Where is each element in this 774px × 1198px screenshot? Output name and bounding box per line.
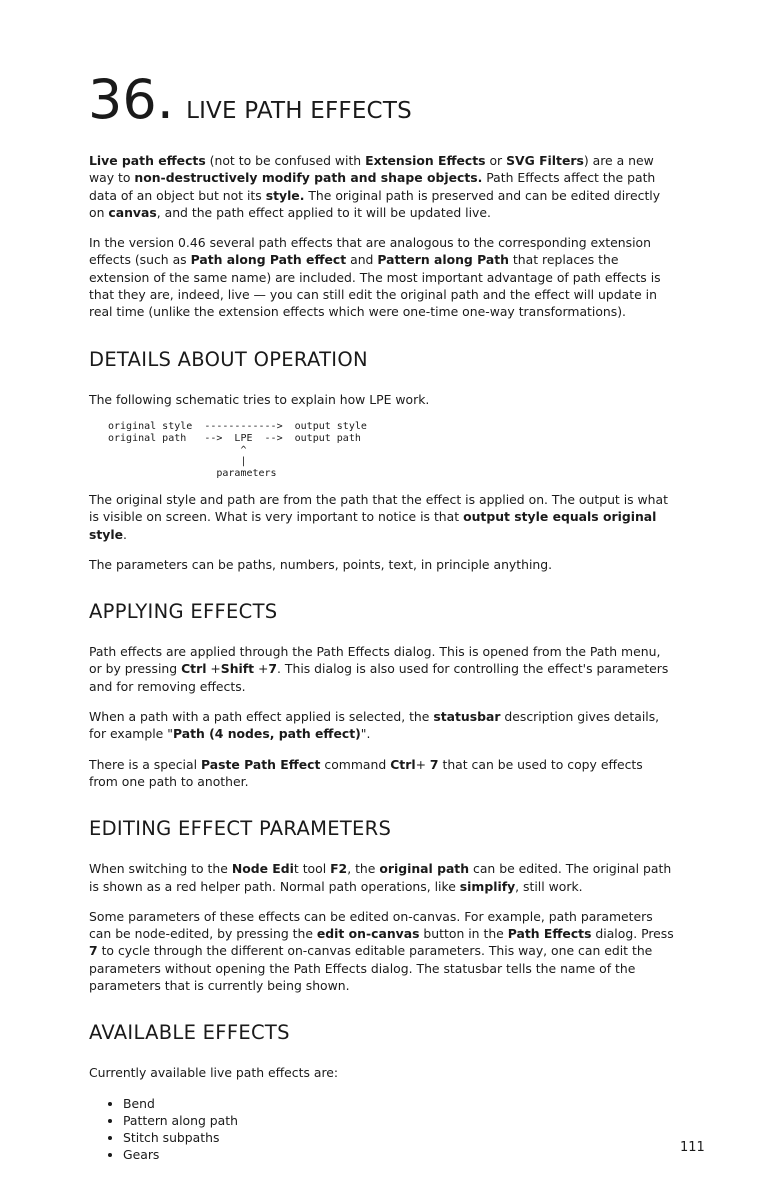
bold-term: Ctrl: [390, 756, 416, 772]
intro-paragraph-2: In the version 0.46 several path effects that are analogous to the corresponding extension effects (such as Path along Path effect and Pattern along Path that replaces the extension of the same name) are included. The most important advantage of path effects is that they are, indeed, live — you can still edit the original path and the effect will update in real time (unlike the extension effects which were one-time one-way transformations).: [89, 235, 661, 320]
bold-term: Path Effects: [507, 926, 592, 942]
bold-term: non-destructively modify path and shape objects.: [134, 170, 483, 186]
bold-term: Path (4 nodes, path effect): [172, 726, 361, 742]
heading-details-about-operation: DETAILS ABOUT OPERATION: [89, 347, 368, 371]
bold-term: canvas: [108, 204, 157, 220]
bold-term: Live path effects: [89, 153, 206, 168]
bold-term: 7: [429, 756, 439, 772]
details-paragraph-3: The parameters can be paths, numbers, points, text, in principle anything.: [89, 556, 553, 572]
bold-term: simplify: [459, 878, 516, 894]
bold-term: Paste Path Effect: [200, 756, 321, 772]
page-content: [89, 152, 674, 1164]
list-item: • Gears: [123, 1146, 674, 1163]
bold-term: Shift: [220, 661, 255, 677]
bold-term: Ctrl: [181, 661, 207, 677]
editing-paragraph-2: Some parameters of these effects can be edited on-canvas. For example, path parameters can be node-edited, by pressing the edit on-canvas button in the Path Effects dialog. Press 7 to cycle through the different on-canvas editable parameters. This way, one can edit the parameters without opening the Path Effects dialog. The statusbar tells the name of the parameters that is currently being shown.: [89, 908, 674, 993]
details-paragraph-2: The original style and path are from the path that the effect is applied on. The output is what is visible on screen. What is very important to notice is that output style equals original style.: [89, 491, 668, 542]
chapter-title: [88, 68, 412, 131]
available-paragraph-1: Currently available live path effects are:: [89, 1065, 339, 1081]
bold-term: F2: [330, 861, 348, 877]
bold-term: output style equals original style: [89, 509, 657, 542]
lpe-schematic: original style ------------> output style original path --> LPE --> output path ^ | parameters: [108, 420, 367, 480]
bold-term: Extension Effects: [365, 153, 486, 168]
heading-editing-effect-parameters: EDITING EFFECT PARAMETERS: [89, 817, 392, 841]
page-number: 111: [680, 1140, 705, 1155]
details-paragraph-1: The following schematic tries to explain how LPE work.: [89, 391, 430, 407]
list-item: • Pattern along path: [123, 1112, 674, 1129]
bold-term: statusbar: [433, 709, 501, 725]
heading-available-effects: AVAILABLE EFFECTS: [89, 1021, 290, 1045]
intro-paragraph-1: Live path effects (not to be confused with Extension Effects or SVG Filters) are a new way to non-destructively modify path and shape objects. Path Effects affect the path data of an object but not its style. The original path is preserved and can be edited directly on canvas, and the path effect applied to it will be updated live.: [89, 153, 661, 220]
editing-paragraph-1: When switching to the Node Edit tool F2, the original path can be edited. The original path is shown as a red helper path. Normal path operations, like simplify, still work.: [89, 861, 672, 894]
list-item: • Bend: [123, 1095, 674, 1112]
chapter-number: 36.: [88, 68, 174, 131]
bold-term: SVG Filters: [506, 153, 584, 168]
chapter-name: LIVE PATH EFFECTS: [186, 98, 412, 124]
bold-term: Node Edi: [231, 861, 294, 877]
bold-term: 7: [89, 943, 98, 959]
bold-term: Pattern along Path: [377, 252, 509, 268]
list-item: • Stitch subpaths: [123, 1129, 674, 1146]
bold-term: style.: [265, 187, 305, 203]
applying-paragraph-3: There is a special Paste Path Effect command Ctrl+ 7 that can be used to copy effects from one path to another.: [89, 756, 643, 789]
applying-paragraph-2: When a path with a path effect applied is selected, the statusbar description gives details, for example "Path (4 nodes, path effect)".: [89, 709, 660, 742]
heading-applying-effects: APPLYING EFFECTS: [89, 600, 278, 624]
bold-term: Path along Path effect: [190, 252, 347, 268]
bold-term: 7: [268, 661, 278, 677]
bold-term: edit on-canvas: [316, 926, 420, 942]
effects-list: [89, 1095, 674, 1164]
applying-paragraph-1: Path effects are applied through the Path Effects dialog. This is opened from the Path menu, or by pressing Ctrl +Shift +7. This dialog is also used for controlling the effect's parameters and for removing effects.: [89, 644, 669, 694]
bold-term: original path: [379, 861, 470, 877]
